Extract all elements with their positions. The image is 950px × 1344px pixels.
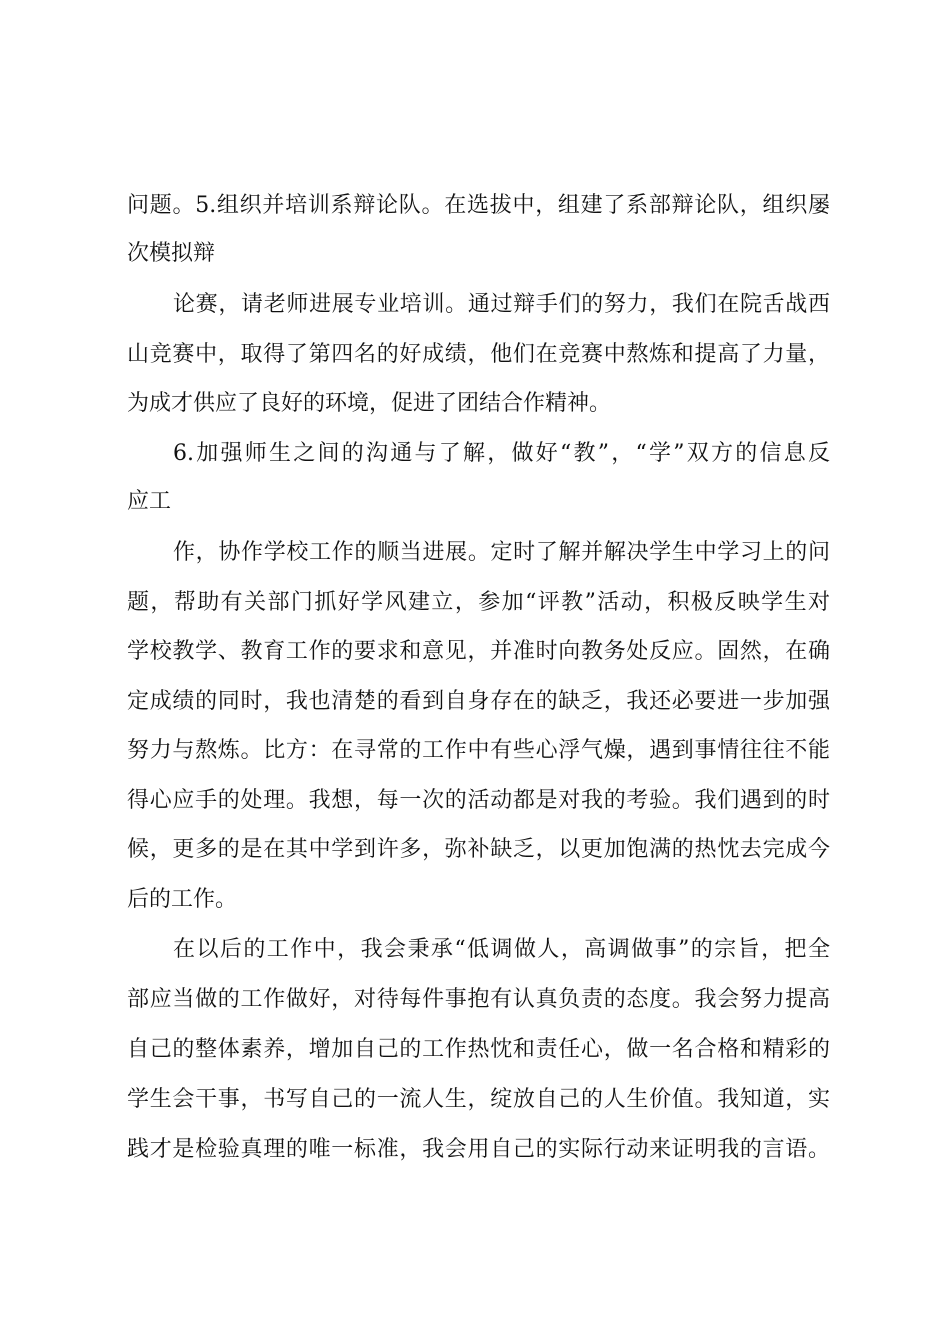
text-line: 后的工作。 [127, 887, 238, 912]
text-line: 候，更多的是在其中学到许多，弥补缺乏，以更加饱满的热忱去完成今 [127, 837, 830, 862]
text-line: 山竞赛中，取得了第四名的好成绩，他们在竞赛中熬炼和提高了力量， [127, 342, 830, 367]
text-line: 学校教学、教育工作的要求和意见，并准时向教务处反应。固然，在确 [127, 639, 830, 664]
text-line: 学生会干事，书写自己的一流人生，绽放自己的人生价值。我知道，实 [127, 1087, 830, 1112]
text-line: 部应当做的工作做好，对待每件事抱有认真负责的态度。我会努力提高 [127, 987, 830, 1012]
text-line: 得心应手的处理。我想，每一次的活动都是对我的考验。我们遇到的时 [127, 788, 830, 813]
text-line: 践才是检验真理的唯一标准，我会用自己的实际行动来证明我的言语。 [127, 1137, 830, 1162]
text-line: 在以后的工作中，我会秉承“低调做人，高调做事”的宗旨，把全 [173, 937, 830, 962]
text-line: 为成才供应了良好的环境，促进了团结合作精神。 [127, 391, 612, 416]
text-line: 应工 [127, 489, 172, 514]
text-line: 定成绩的同时，我也清楚的看到自身存在的缺乏，我还必要进一步加强 [127, 689, 830, 714]
text-line: 努力与熬炼。比方：在寻常的工作中有些心浮气燥，遇到事情往往不能 [127, 738, 830, 763]
text-line: 6.加强师生之间的沟通与了解，做好“教”，“学”双方的信息反 [173, 441, 830, 466]
text-line: 自己的整体素养，增加自己的工作热忱和责任心，做一名合格和精彩的 [127, 1037, 830, 1062]
text-line: 次模拟辩 [127, 241, 216, 266]
text-line: 作，协作学校工作的顺当进展。定时了解并解决学生中学习上的问 [173, 540, 830, 565]
text-line: 题，帮助有关部门抓好学风建立，参加“评教”活动，积极反映学生对 [127, 590, 830, 615]
text-line: 论赛，请老师进展专业培训。通过辩手们的努力，我们在院舌战西 [173, 292, 830, 317]
text-line: 问题。5.组织并培训系辩论队。在选拔中，组建了系部辩论队，组织屡 [127, 193, 830, 218]
